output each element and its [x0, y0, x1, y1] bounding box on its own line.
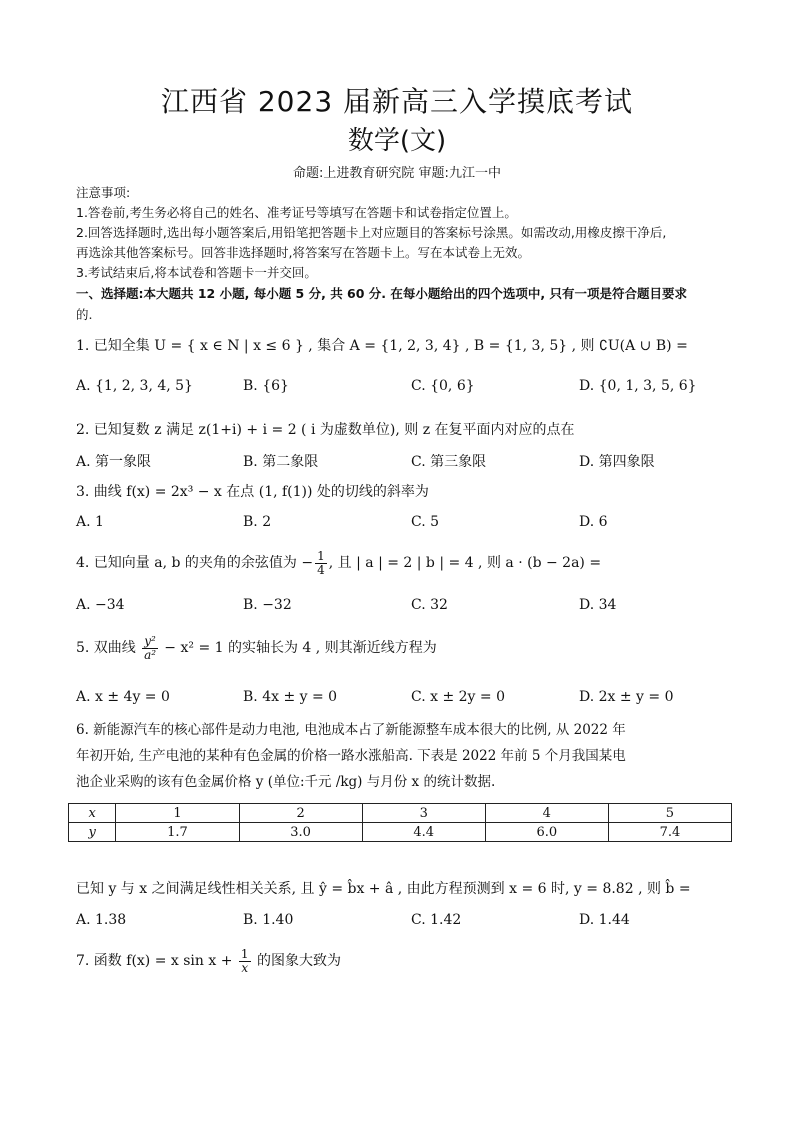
question-5-stem-b: − x² = 1 的实轴长为 4 , 则其渐近线方程为 — [159, 640, 437, 656]
question-6-option-b[interactable]: B. 1.40 — [243, 912, 294, 928]
question-4-option-c[interactable]: C. 32 — [411, 597, 448, 613]
table-row — [69, 823, 732, 842]
question-5-option-d[interactable]: D. 2x ± y = 0 — [579, 689, 674, 705]
question-5-stem — [76, 633, 734, 663]
question-3-option-c[interactable]: C. 5 — [411, 514, 440, 530]
question-4-stem-b: , 且 | a | = 2 | b | = 4 , 则 a · (b − 2a) = — [328, 555, 602, 571]
table-cell: y — [69, 823, 116, 842]
fraction-numerator: 1 — [317, 548, 325, 563]
fraction-denominator: 4 — [317, 562, 325, 577]
question-4-option-b[interactable]: B. −32 — [243, 597, 292, 613]
table-cell: 3.0 — [239, 823, 362, 842]
question-2-stem: 2. 已知复数 z 满足 z(1+i) + i = 2 ( i 为虚数单位), 则 z 在复平面内对应的点在 — [76, 422, 575, 438]
exam-title: 江西省 2023 届新高三入学摸底考试 — [160, 85, 634, 118]
notes-heading: 注意事项: — [76, 185, 131, 200]
question-7-stem-a: 7. 函数 f(x) = x sin x + — [76, 953, 237, 969]
note-item: 2.回答选择题时,选出每小题答案后,用铅笔把答题卡上对应题目的答案标号涂黑。如需改动,用橡皮擦干净后, — [76, 225, 667, 240]
table-cell: 3 — [362, 804, 485, 823]
question-6-line-2: 年初开始, 生产电池的某种有色金属的价格一路水涨船高. 下表是 2022 年前 5 个月我国某电 — [76, 748, 626, 764]
note-item: 再选涂其他答案标号。回答非选择题时,将答案写在答题卡上。写在本试卷上无效。 — [76, 245, 530, 260]
question-3-option-b[interactable]: B. 2 — [243, 514, 272, 530]
question-1-option-a[interactable]: A. {1, 2, 3, 4, 5} — [76, 378, 193, 394]
exam-subject: 数学(文) — [347, 126, 447, 156]
question-3-option-a[interactable]: A. 1 — [76, 514, 104, 530]
question-2-option-a[interactable]: A. 第一象限 — [76, 454, 152, 470]
note-item: 1.答卷前,考生务必将自己的姓名、准考证号等填写在答题卡和试卷指定位置上。 — [76, 205, 517, 220]
question-7-fraction — [239, 948, 251, 975]
exam-author: 命题:上进教育研究院 审题:九江一中 — [293, 166, 501, 181]
question-4-option-a[interactable]: A. −34 — [76, 597, 125, 613]
note-item: 3.考试结束后,将本试卷和答题卡一并交回。 — [76, 265, 317, 280]
question-6-line-3: 池企业采购的该有色金属价格 y (单位:千元 /kg) 与月份 x 的统计数据. — [76, 774, 496, 790]
question-5-stem-a: 5. 双曲线 — [76, 640, 141, 656]
fraction-numerator: 1 — [240, 946, 249, 961]
question-4-option-d[interactable]: D. 34 — [579, 597, 617, 613]
question-5-option-c[interactable]: C. x ± 2y = 0 — [411, 689, 505, 705]
question-5-option-a[interactable]: A. x ± 4y = 0 — [76, 689, 170, 705]
question-6-option-c[interactable]: C. 1.42 — [411, 912, 462, 928]
question-7-stem-b: 的图象大致为 — [252, 953, 341, 969]
question-3-option-d[interactable]: D. 6 — [579, 514, 608, 530]
table-cell: 4 — [485, 804, 608, 823]
table-cell: 6.0 — [485, 823, 608, 842]
question-2-option-d[interactable]: D. 第四象限 — [579, 454, 655, 470]
question-2-option-c[interactable]: C. 第三象限 — [411, 454, 487, 470]
section-heading-cont: 的. — [76, 307, 93, 322]
fraction-denominator: x — [241, 960, 249, 975]
fraction-denominator: a² — [144, 647, 157, 662]
question-6-line-1: 6. 新能源汽车的核心部件是动力电池, 电池成本占了新能源整车成本很大的比例, 从 2022 年 — [76, 722, 626, 738]
table-cell: 7.4 — [608, 823, 731, 842]
question-6-table — [68, 803, 732, 842]
question-7-stem — [76, 944, 734, 978]
question-1-option-b[interactable]: B. {6} — [243, 378, 289, 394]
question-6-option-d[interactable]: D. 1.44 — [579, 912, 630, 928]
question-1-stem: 1. 已知全集 U = { x ∈ N | x ≤ 6 } , 集合 A = {1, 2, 3, 4} , B = {1, 3, 5} , 则 ∁U(A ∪ B) = — [76, 338, 688, 354]
question-4-stem-a: 4. 已知向量 a, b 的夹角的余弦值为 − — [76, 555, 314, 571]
question-4-stem — [76, 548, 734, 578]
question-6-stem-2: 已知 y 与 x 之间满足线性相关关系, 且 ŷ = b̂x + â , 由此方程预测到 x = 6 时, y = 8.82 , 则 b̂ = — [76, 881, 691, 897]
table-cell: x — [69, 804, 116, 823]
question-2-option-b[interactable]: B. 第二象限 — [243, 454, 319, 470]
fraction-numerator: y² — [144, 633, 156, 648]
question-6-option-a[interactable]: A. 1.38 — [76, 912, 127, 928]
table-cell: 4.4 — [362, 823, 485, 842]
question-4-fraction — [315, 550, 327, 577]
table-cell: 5 — [608, 804, 731, 823]
question-5-fraction — [142, 635, 158, 662]
table-row — [69, 804, 732, 823]
table-cell: 1.7 — [116, 823, 239, 842]
question-1-option-d[interactable]: D. {0, 1, 3, 5, 6} — [579, 378, 697, 394]
question-1-option-c[interactable]: C. {0, 6} — [411, 378, 475, 394]
table-cell: 2 — [239, 804, 362, 823]
table-cell: 1 — [116, 804, 239, 823]
section-heading: 一、选择题:本大题共 12 小题, 每小题 5 分, 共 60 分. 在每小题给出的四个选项中, 只有一项是符合题目要求 — [76, 286, 688, 301]
question-3-stem: 3. 曲线 f(x) = 2x³ − x 在点 (1, f(1)) 处的切线的斜率为 — [76, 484, 429, 500]
question-5-option-b[interactable]: B. 4x ± y = 0 — [243, 689, 338, 705]
